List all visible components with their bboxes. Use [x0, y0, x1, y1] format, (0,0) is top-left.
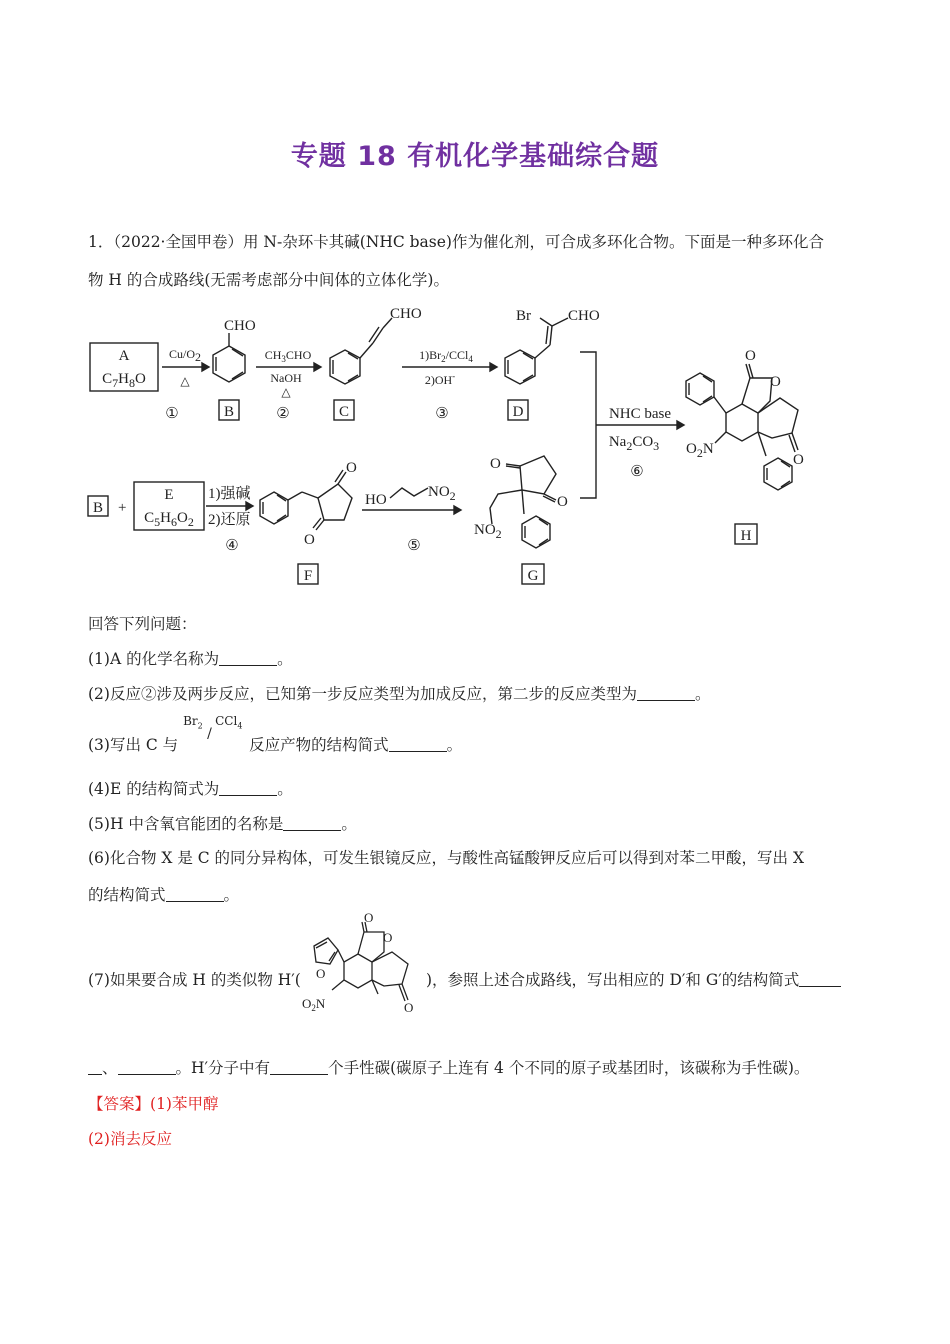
question-4-text: (4)E 的结构简式为: [88, 780, 220, 798]
oxygen-f-top: O: [346, 460, 357, 476]
cho-group-d: CHO: [568, 308, 600, 324]
cond-1-top: Cu/O2: [168, 347, 202, 364]
answer-tag: 【答案】: [88, 1095, 151, 1113]
cond-2-mid: NaOH: [270, 371, 302, 385]
question-5-text: (5)H 中含氧官能团的名称是: [88, 815, 284, 833]
answer-blank[interactable]: [118, 1059, 176, 1076]
reagent-5-chain: [390, 488, 428, 498]
box-e-label: E: [164, 487, 174, 503]
step-5-label: ⑤: [407, 538, 421, 554]
box-a-label: A: [118, 348, 130, 364]
cond-6-top: NHC base: [608, 406, 672, 422]
label-h: H: [740, 528, 752, 544]
question-7-line-1: [426, 968, 841, 990]
cond-1-bottom: △: [180, 374, 190, 388]
cho-group-b: CHO: [224, 318, 256, 334]
reagent-slash: /: [207, 726, 212, 742]
question-7-text-e: 个手性碳(碳原子上连有 4 个不同的原子或基团时，该碳称为手性碳)。: [328, 1059, 810, 1077]
question-7-line-2: [88, 1056, 809, 1078]
label-d: D: [512, 404, 524, 420]
period: 。: [694, 685, 711, 703]
cond-2-top: $CH_3CHO$: [264, 348, 312, 364]
question-6-text-b: 的结构简式: [88, 886, 166, 904]
formula-e: $C_5H_6O_2$: [144, 510, 194, 529]
answer-blank[interactable]: [219, 650, 277, 667]
question-intro-line-2: 物 H 的合成路线(无需考虑部分中间体的立体化学)。: [88, 271, 449, 289]
reagent-br2: $Br_2$: [183, 714, 203, 731]
question-5: [88, 812, 357, 834]
question-6-line-1: (6)化合物 X 是 C 的同分异构体，可发生银镜反应，与酸性高锰酸钾反应后可以得到对苯二甲酸，写出 X: [88, 849, 805, 867]
cyclohexane-h-prime: [344, 954, 372, 988]
cond-4-top: 1)强碱: [208, 486, 251, 502]
bracket: [580, 352, 596, 498]
question-2-text: (2)反应②涉及两步反应，已知第一步反应类型为加成反应，第二步的反应类型为: [88, 685, 637, 703]
benzene-ring-h-top: [686, 373, 714, 405]
question-7-text-b: )，参照上述合成路线，写出相应的 D′和 G′的结构简式: [426, 971, 800, 989]
answer-blank[interactable]: [799, 971, 841, 988]
nitroethyl-chain-g: [490, 490, 522, 524]
period: 。: [277, 780, 293, 798]
oxygen-top-h-prime: O: [364, 912, 374, 925]
benzene-ring-h-bottom: [764, 458, 792, 490]
benzene-ring-c: [330, 350, 360, 384]
cyclopentanone-h: [758, 398, 798, 438]
o2n-h-prime: $O_2N$: [302, 996, 326, 1013]
cond-6-bottom: $Na_2CO_3$: [608, 434, 660, 453]
benzene-ring-f: [260, 492, 288, 524]
question-intro-line-1: 1．（2022·全国甲卷）用 N-杂环卡其碱(NHC base)作为催化剂，可合成多环化合物。下面是一种多环化合: [88, 233, 824, 251]
o2n-group-h: $O_2N$: [686, 441, 714, 460]
question-6-line-2: [88, 883, 239, 905]
cond-2-bottom: △: [281, 385, 291, 399]
step-4-label: ④: [225, 538, 239, 554]
question-3-text-a: (3)写出 C 与: [88, 736, 179, 754]
oxygen-furan: O: [316, 966, 326, 981]
question-7-text-d: 。H′分子中有: [175, 1059, 271, 1077]
answer-blank[interactable]: [166, 886, 224, 903]
label-g: G: [527, 568, 539, 584]
oxygen-h-ketone: O: [793, 452, 804, 468]
answer-1-text: (1)苯甲醇: [150, 1095, 219, 1113]
synthesis-scheme: [0, 298, 950, 598]
question-1: [88, 647, 293, 669]
cho-group-c: CHO: [390, 306, 422, 322]
period: 。: [223, 886, 240, 904]
reagent-fraction: [183, 714, 249, 750]
cyclopentanedione-g: [520, 456, 556, 494]
oxygen-h-ring: O: [770, 374, 781, 390]
question-7-sep: 、: [102, 1059, 118, 1077]
arrowhead: [202, 363, 209, 371]
label-f: F: [303, 568, 313, 584]
oxygen-ketone-h-prime: O: [404, 1000, 414, 1015]
cyclohexane-h: [726, 404, 758, 441]
period: 。: [277, 650, 293, 668]
structure-h-prime: [298, 912, 428, 1022]
reagent-5-no2: $NO_2$: [428, 484, 456, 503]
answer-blank[interactable]: [389, 736, 447, 753]
label-c: C: [338, 404, 350, 420]
benzene-ring-b: [213, 346, 245, 382]
answer-2: (2)消去反应: [88, 1130, 172, 1148]
question-3-text-b: 反应产物的结构简式: [249, 736, 389, 754]
cyclopentanedione-f: [318, 484, 352, 520]
cond-3-bottom: 2)OH-: [424, 371, 456, 387]
label-b-reactant: B: [92, 500, 104, 516]
questions-prompt: 回答下列问题：: [88, 615, 197, 633]
reagent-ccl4: CCl$_4$: [215, 714, 243, 731]
answer-blank[interactable]: [88, 1059, 102, 1076]
period: 。: [446, 736, 463, 754]
oxygen-f-bottom: O: [304, 532, 315, 548]
cond-3-top: $1)Br_2/CCl_4$: [419, 348, 473, 364]
no2-group-g: $NO_2$: [474, 522, 502, 541]
answer-blank[interactable]: [637, 685, 695, 702]
oxygen-h-top: O: [745, 348, 756, 364]
oxygen-g-right: O: [557, 494, 568, 510]
page-title: 专题 18 有机化学基础综合题: [290, 141, 660, 172]
answer-blank[interactable]: [270, 1059, 328, 1076]
step-1-label: ①: [165, 406, 179, 422]
period: 。: [341, 815, 357, 833]
question-4: [88, 777, 293, 799]
question-3: [88, 714, 463, 755]
step-2-label: ②: [276, 406, 290, 422]
question-1-text: (1)A 的化学名称为: [88, 650, 220, 668]
formula-a: $C_7H_8O$: [102, 371, 146, 390]
benzene-ring-d: [505, 350, 535, 384]
oxygen-g-left: O: [490, 456, 501, 472]
question-2: [88, 682, 710, 704]
cond-4-bottom: 2)还原: [208, 512, 251, 528]
oxygen-ring-h-prime: O: [383, 930, 393, 945]
lactone-ring: [742, 378, 772, 413]
reagent-5-ho: HO: [365, 492, 387, 508]
answer-blank[interactable]: [283, 815, 341, 832]
step-3-label: ③: [435, 406, 449, 422]
answer-1: [88, 1092, 218, 1114]
label-b: B: [223, 404, 235, 420]
plus-sign: +: [118, 500, 127, 516]
br-group-d: Br: [516, 308, 531, 324]
step-6-label: ⑥: [630, 464, 644, 480]
answer-blank[interactable]: [219, 780, 277, 797]
benzene-ring-g: [522, 516, 550, 548]
question-7-text-a: (7)如果要合成 H 的类似物 H′(: [88, 971, 301, 989]
